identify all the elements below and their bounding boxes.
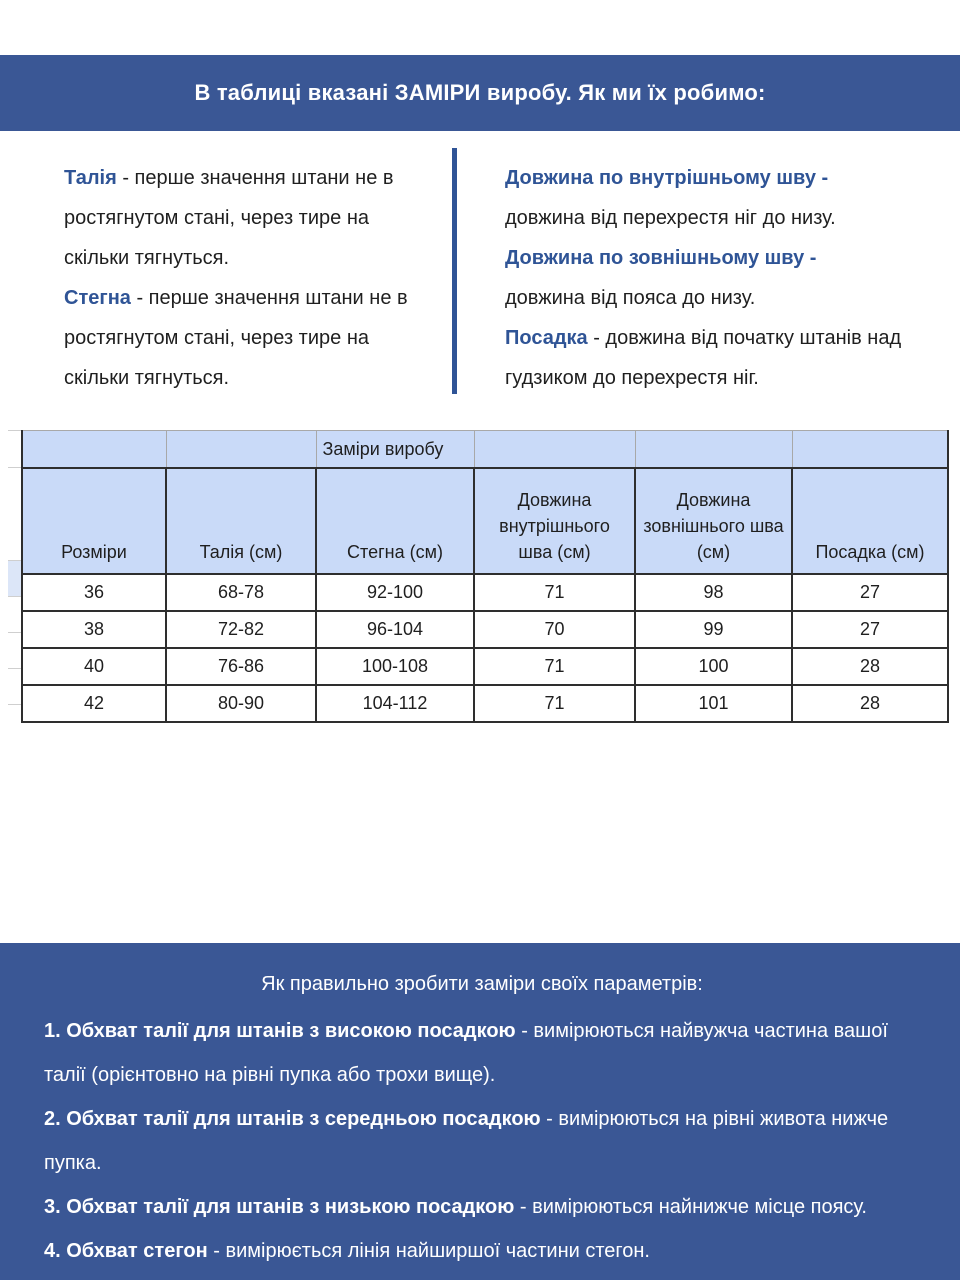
column-header-rise: Посадка (см) [792,468,948,574]
instruction-text: - вимірюються на рівні живота нижче пупка. [44,1108,889,1174]
sliver-cell [8,430,21,468]
definitions-left-column [0,148,436,408]
table-cell: 99 [635,611,792,648]
definition-term: Стегна [64,287,131,309]
table-cell: 72-82 [166,611,316,648]
column-header-inseam: Довжина внутрішнього шва (см) [474,468,635,574]
instruction-item [44,1229,920,1273]
definition-term: Довжина по зовнішньому шву - [505,247,817,269]
definition-text: - довжина від початку штанів над гудзиком до перехрестя ніг. [505,327,902,389]
definitions-right-column [457,148,941,408]
table-cell: 27 [792,611,948,648]
table-cell: 71 [474,685,635,722]
table-cell: 38 [22,611,166,648]
table-row [22,648,948,685]
instructions-section [0,943,960,1280]
instruction-item [44,1097,920,1185]
instruction-bold: 4. Обхват стегон [44,1240,208,1262]
table-cell: 101 [635,685,792,722]
definitions-section [0,131,960,408]
table-row [22,611,948,648]
table-cell: 98 [635,574,792,611]
sliver-cell [8,468,21,561]
definition-term: Посадка [505,327,588,349]
table-cell: 92-100 [316,574,474,611]
table-row [22,574,948,611]
table-cell: 71 [474,648,635,685]
table-cell [22,431,166,469]
instruction-text: - вимірюються найнижче місце поясу. [514,1196,867,1218]
table-group-header: Заміри виробу [316,431,474,469]
table-cell: 28 [792,648,948,685]
table-cell: 70 [474,611,635,648]
instruction-item [44,1009,920,1097]
definition-inner-seam [505,158,941,238]
instruction-item [44,1185,920,1229]
instructions-title: Як правильно зробити заміри своїх параметрів: [261,973,703,995]
column-header-outseam: Довжина зовнішнього шва (см) [635,468,792,574]
instruction-bold: 2. Обхват талії для штанів з середньою посадкою [44,1108,541,1130]
definition-term: Талія [64,167,117,189]
table-cell: 68-78 [166,574,316,611]
table-area [8,430,960,723]
definition-posadka [505,318,941,398]
table-cell [635,431,792,469]
group-header-row [22,431,948,469]
table-cell: 42 [22,685,166,722]
definition-outer-seam [505,238,941,318]
table-cell: 96-104 [316,611,474,648]
column-header-waist: Талія (см) [166,468,316,574]
table-cell [792,431,948,469]
instruction-text: - вимірюється лінія найширшої частини стегон. [207,1240,650,1262]
column-header-hips: Стегна (см) [316,468,474,574]
table-cell: 100 [635,648,792,685]
table-cell: 80-90 [166,685,316,722]
sliver-cell [8,597,21,633]
sliver-cell [8,669,21,705]
sliver-cell-highlight [8,561,21,597]
table-cell: 100-108 [316,648,474,685]
instruction-bold: 1. Обхват талії для штанів з високою посадкою [44,1020,516,1042]
definition-text: - перше значення штани не в ростягнутом стані, через тире на скільки тягнуться. [64,287,408,389]
definition-text: довжина від перехрестя ніг до низу. [505,207,836,229]
definition-talia [64,158,436,278]
definition-term: Довжина по внутрішньому шву - [505,167,829,189]
definition-text: - перше значення штани не в ростягнутом стані, через тире на скільки тягнуться. [64,167,394,269]
table-cell: 27 [792,574,948,611]
header-bar [0,55,960,131]
column-header-sizes: Розміри [22,468,166,574]
table-cell [474,431,635,469]
measurements-table [21,430,949,723]
table-cell [166,431,316,469]
column-header-row [22,468,948,574]
header-title: В таблиці вказані ЗАМІРИ виробу. Як ми їх робимо: [194,80,766,105]
sliver-cell [8,633,21,669]
table-cell: 71 [474,574,635,611]
table-cell: 28 [792,685,948,722]
spreadsheet-gridline-sliver [8,430,21,705]
table-cell: 76-86 [166,648,316,685]
instruction-bold: 3. Обхват талії для штанів з низькою посадкою [44,1196,515,1218]
definition-text: довжина від пояса до низу. [505,287,756,309]
table-cell: 36 [22,574,166,611]
table-cell: 104-112 [316,685,474,722]
instruction-text: - вимірюються найвужча частина вашої талії (орієнтовно на рівні пупка або трохи вище). [44,1020,888,1086]
table-cell: 40 [22,648,166,685]
definition-stegna [64,278,436,398]
table-row [22,685,948,722]
